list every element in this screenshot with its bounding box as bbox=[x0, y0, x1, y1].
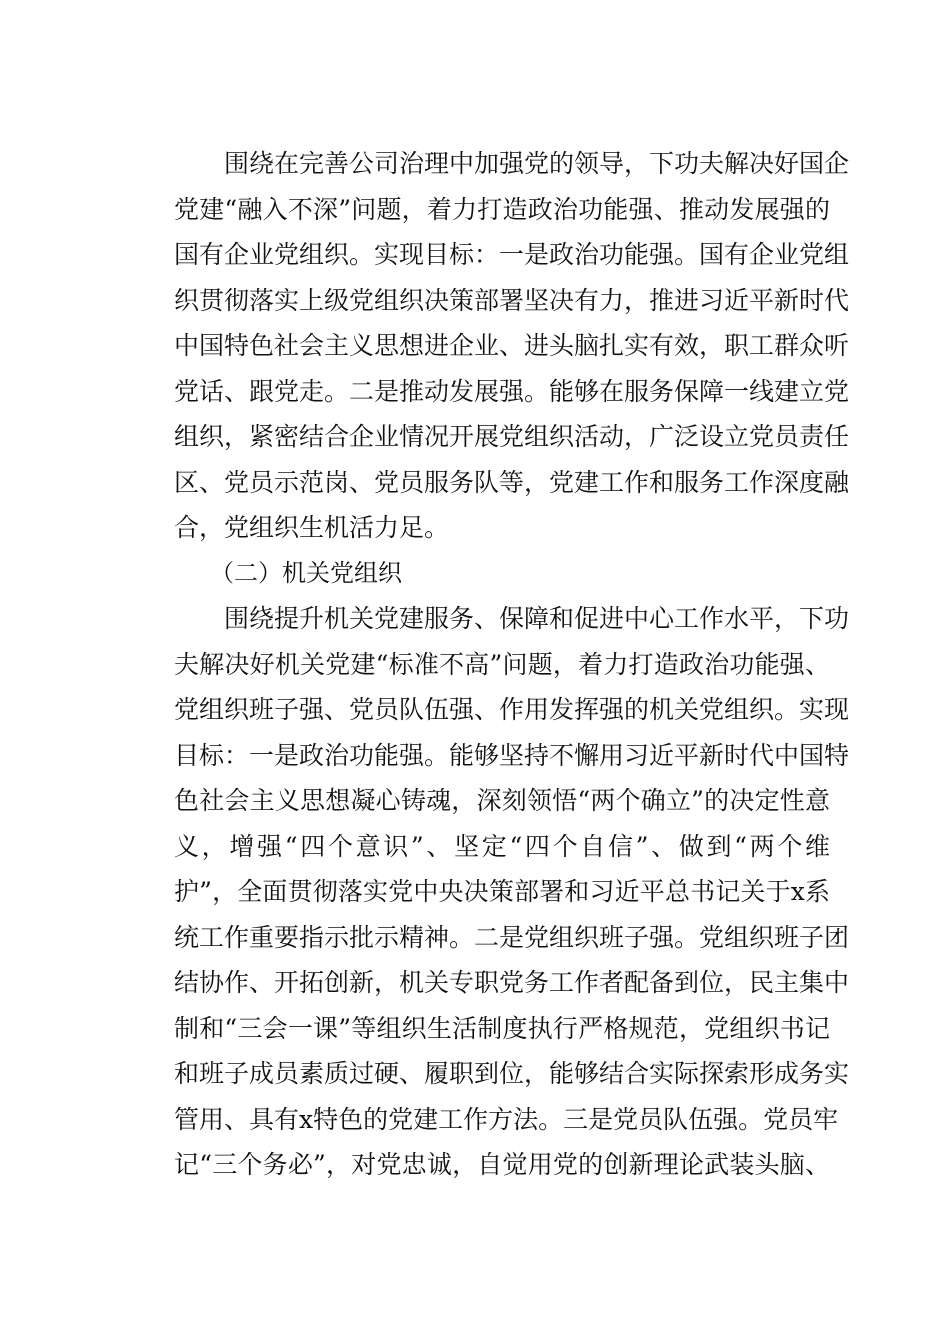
text-line: 围绕提升机关党建服务、保障和促进中心工作水平，下功 bbox=[174, 604, 850, 633]
text-line: 党话、跟党走。二是推动发展强。能够在服务保障一线建立党 bbox=[174, 376, 850, 406]
text-line: 记“三个务必”，对党忠诚，自觉用党的创新理论武装头脑、 bbox=[174, 1150, 830, 1179]
text-line: 围绕在完善公司治理中加强党的领导，下功夫解决好国企 bbox=[174, 149, 850, 178]
text-line: 中国特色社会主义思想进企业、进头脑扎实有效，职工群众听 bbox=[174, 331, 850, 360]
text-line: 夫解决好机关党建“标准不高”问题，着力打造政治功能强、 bbox=[174, 649, 830, 679]
text-line: 和班子成员素质过硬、履职到位，能够结合实际探索形成务实 bbox=[174, 1059, 850, 1088]
text-line: 制和“三会一课”等组织生活制度执行严格规范，党组织书记 bbox=[174, 1013, 830, 1043]
document-body bbox=[174, 141, 850, 1188]
text-line: 统工作重要指示批示精神。二是党组织班子强。党组织班子团 bbox=[174, 922, 850, 952]
text-line: 护”，全面贯彻落实党中央决策部署和习近平总书记关于x系 bbox=[174, 877, 830, 906]
section-heading: （二）机关党组织 bbox=[174, 558, 402, 587]
text-line: 义，增强“四个意识”、坚定“四个自信”、做到“两个维 bbox=[174, 831, 830, 861]
text-line: 织贯彻落实上级党组织决策部署坚决有力，推进习近平新时代 bbox=[174, 285, 850, 315]
text-line: 区、党员示范岗、党员服务队等，党建工作和服务工作深度融 bbox=[174, 467, 850, 497]
text-line: 目标：一是政治功能强。能够坚持不懈用习近平新时代中国特 bbox=[174, 740, 850, 770]
text-line: 组织，紧密结合企业情况开展党组织活动，广泛设立党员责任 bbox=[174, 422, 850, 451]
text-line: 色社会主义思想凝心铸魂，深刻领悟“两个确立”的决定性意 bbox=[174, 786, 830, 815]
text-line: 合，党组织生机活力足。 bbox=[174, 513, 450, 542]
paragraph-soe-party-organization bbox=[174, 141, 850, 551]
text-line: 结协作、开拓创新，机关专职党务工作者配备到位，民主集中 bbox=[174, 968, 850, 997]
text-line: 党组织班子强、党员队伍强、作用发挥强的机关党组织。实现 bbox=[174, 695, 850, 724]
paragraph-organ-party-organization bbox=[174, 596, 850, 1188]
text-line: 国有企业党组织。实现目标：一是政治功能强。国有企业党组 bbox=[174, 240, 850, 269]
text-line: 管用、具有x特色的党建工作方法。三是党员队伍强。党员牢 bbox=[174, 1104, 839, 1134]
text-line: 党建“融入不深”问题，着力打造政治功能强、推动发展强的 bbox=[174, 194, 830, 224]
